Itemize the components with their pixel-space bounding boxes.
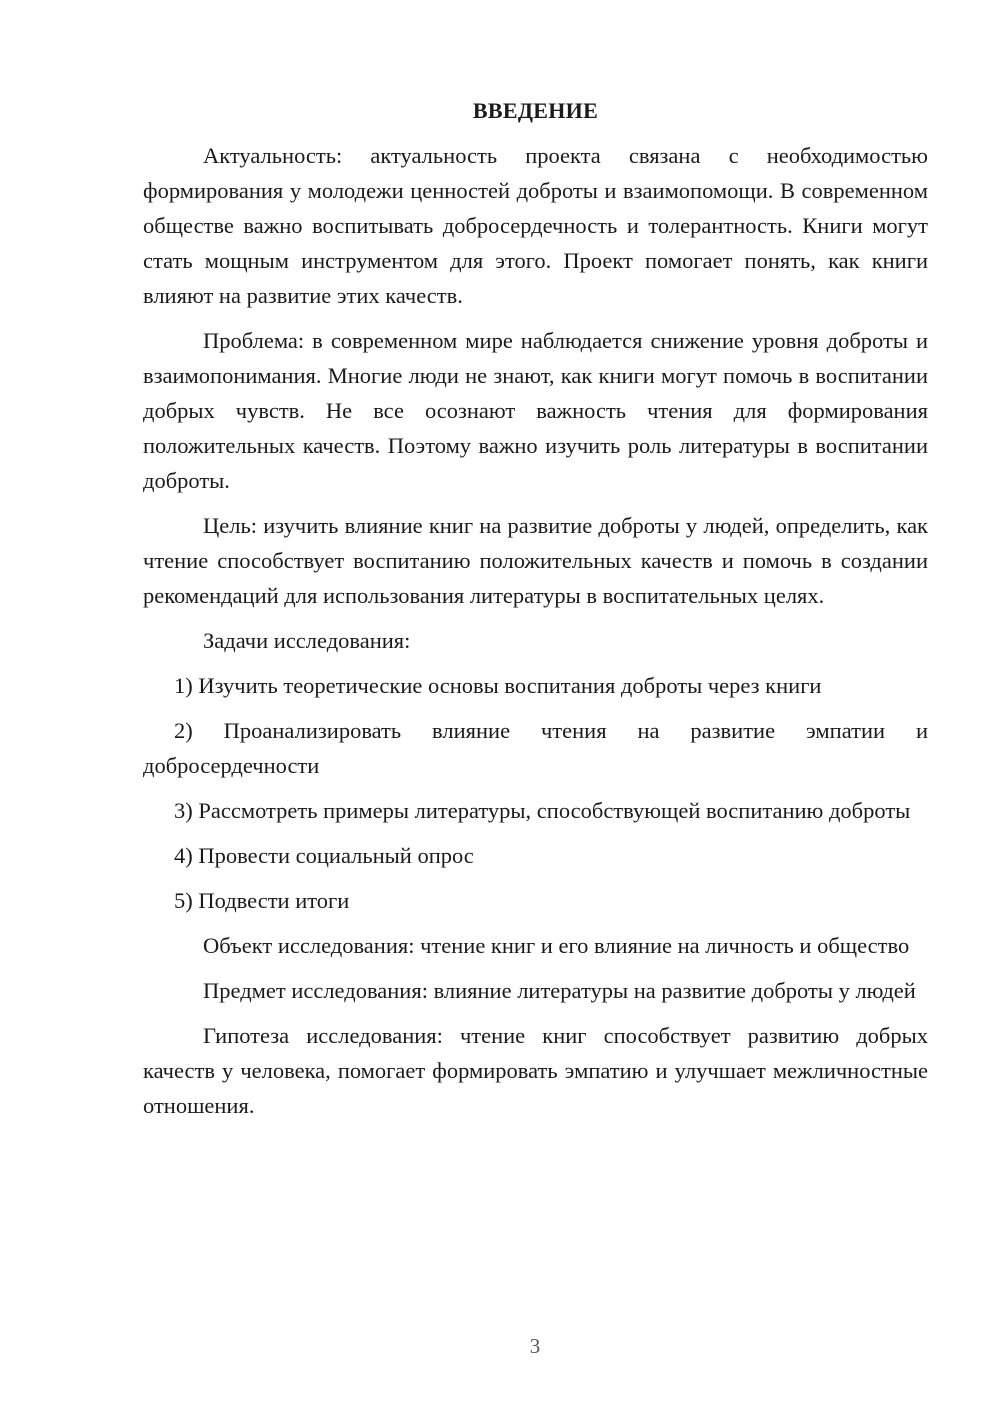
task-item-5: 5) Подвести итоги <box>174 888 350 913</box>
task-item-3: 3) Рассмотреть примеры литературы, способствующей воспитанию доброты <box>174 798 911 823</box>
problem-paragraph: Проблема: в современном мире наблюдается снижение уровня доброты и взаимопонимания. Многие люди не знают, как книги могут помочь в воспитании добрых чувств. Не все осознают важность чтения для формирования положительных качеств. Поэтому важно изучить роль литературы в воспитании доброты. <box>143 328 928 493</box>
document-page <box>143 96 928 1133</box>
object-paragraph: Объект исследования: чтение книг и его влияние на личность и общество <box>203 933 910 958</box>
page-title: ВВЕДЕНИЕ <box>472 98 599 123</box>
task-item-4: 4) Провести социальный опрос <box>174 843 474 868</box>
hypothesis-paragraph: Гипотеза исследования: чтение книг способствует развитию добрых качеств у человека, помогает формировать эмпатию и улучшает межличностные отношения. <box>143 1023 928 1118</box>
subject-paragraph: Предмет исследования: влияние литературы на развитие доброты у людей <box>203 978 916 1003</box>
goal-paragraph: Цель: изучить влияние книг на развитие доброты у людей, определить, как чтение способствует воспитанию положительных качеств и помочь в создании рекомендаций для использования литературы в воспитательных целях. <box>143 513 928 608</box>
task-item-2: 2) Проанализировать влияние чтения на развитие эмпатии и добросердечности <box>143 718 928 778</box>
page-number: 3 <box>529 1334 541 1358</box>
relevance-paragraph: Актуальность: актуальность проекта связана с необходимостью формирования у молодежи ценностей доброты и взаимопомощи. В современном обществе важно воспитывать добросердечность и толерантность. Книги могут стать мощным инструментом для этого. Проект помогает понять, как книги влияют на развитие этих качеств. <box>143 143 928 308</box>
tasks-heading: Задачи исследования: <box>203 628 411 653</box>
task-item-1: 1) Изучить теоретические основы воспитания доброты через книги <box>174 673 822 698</box>
